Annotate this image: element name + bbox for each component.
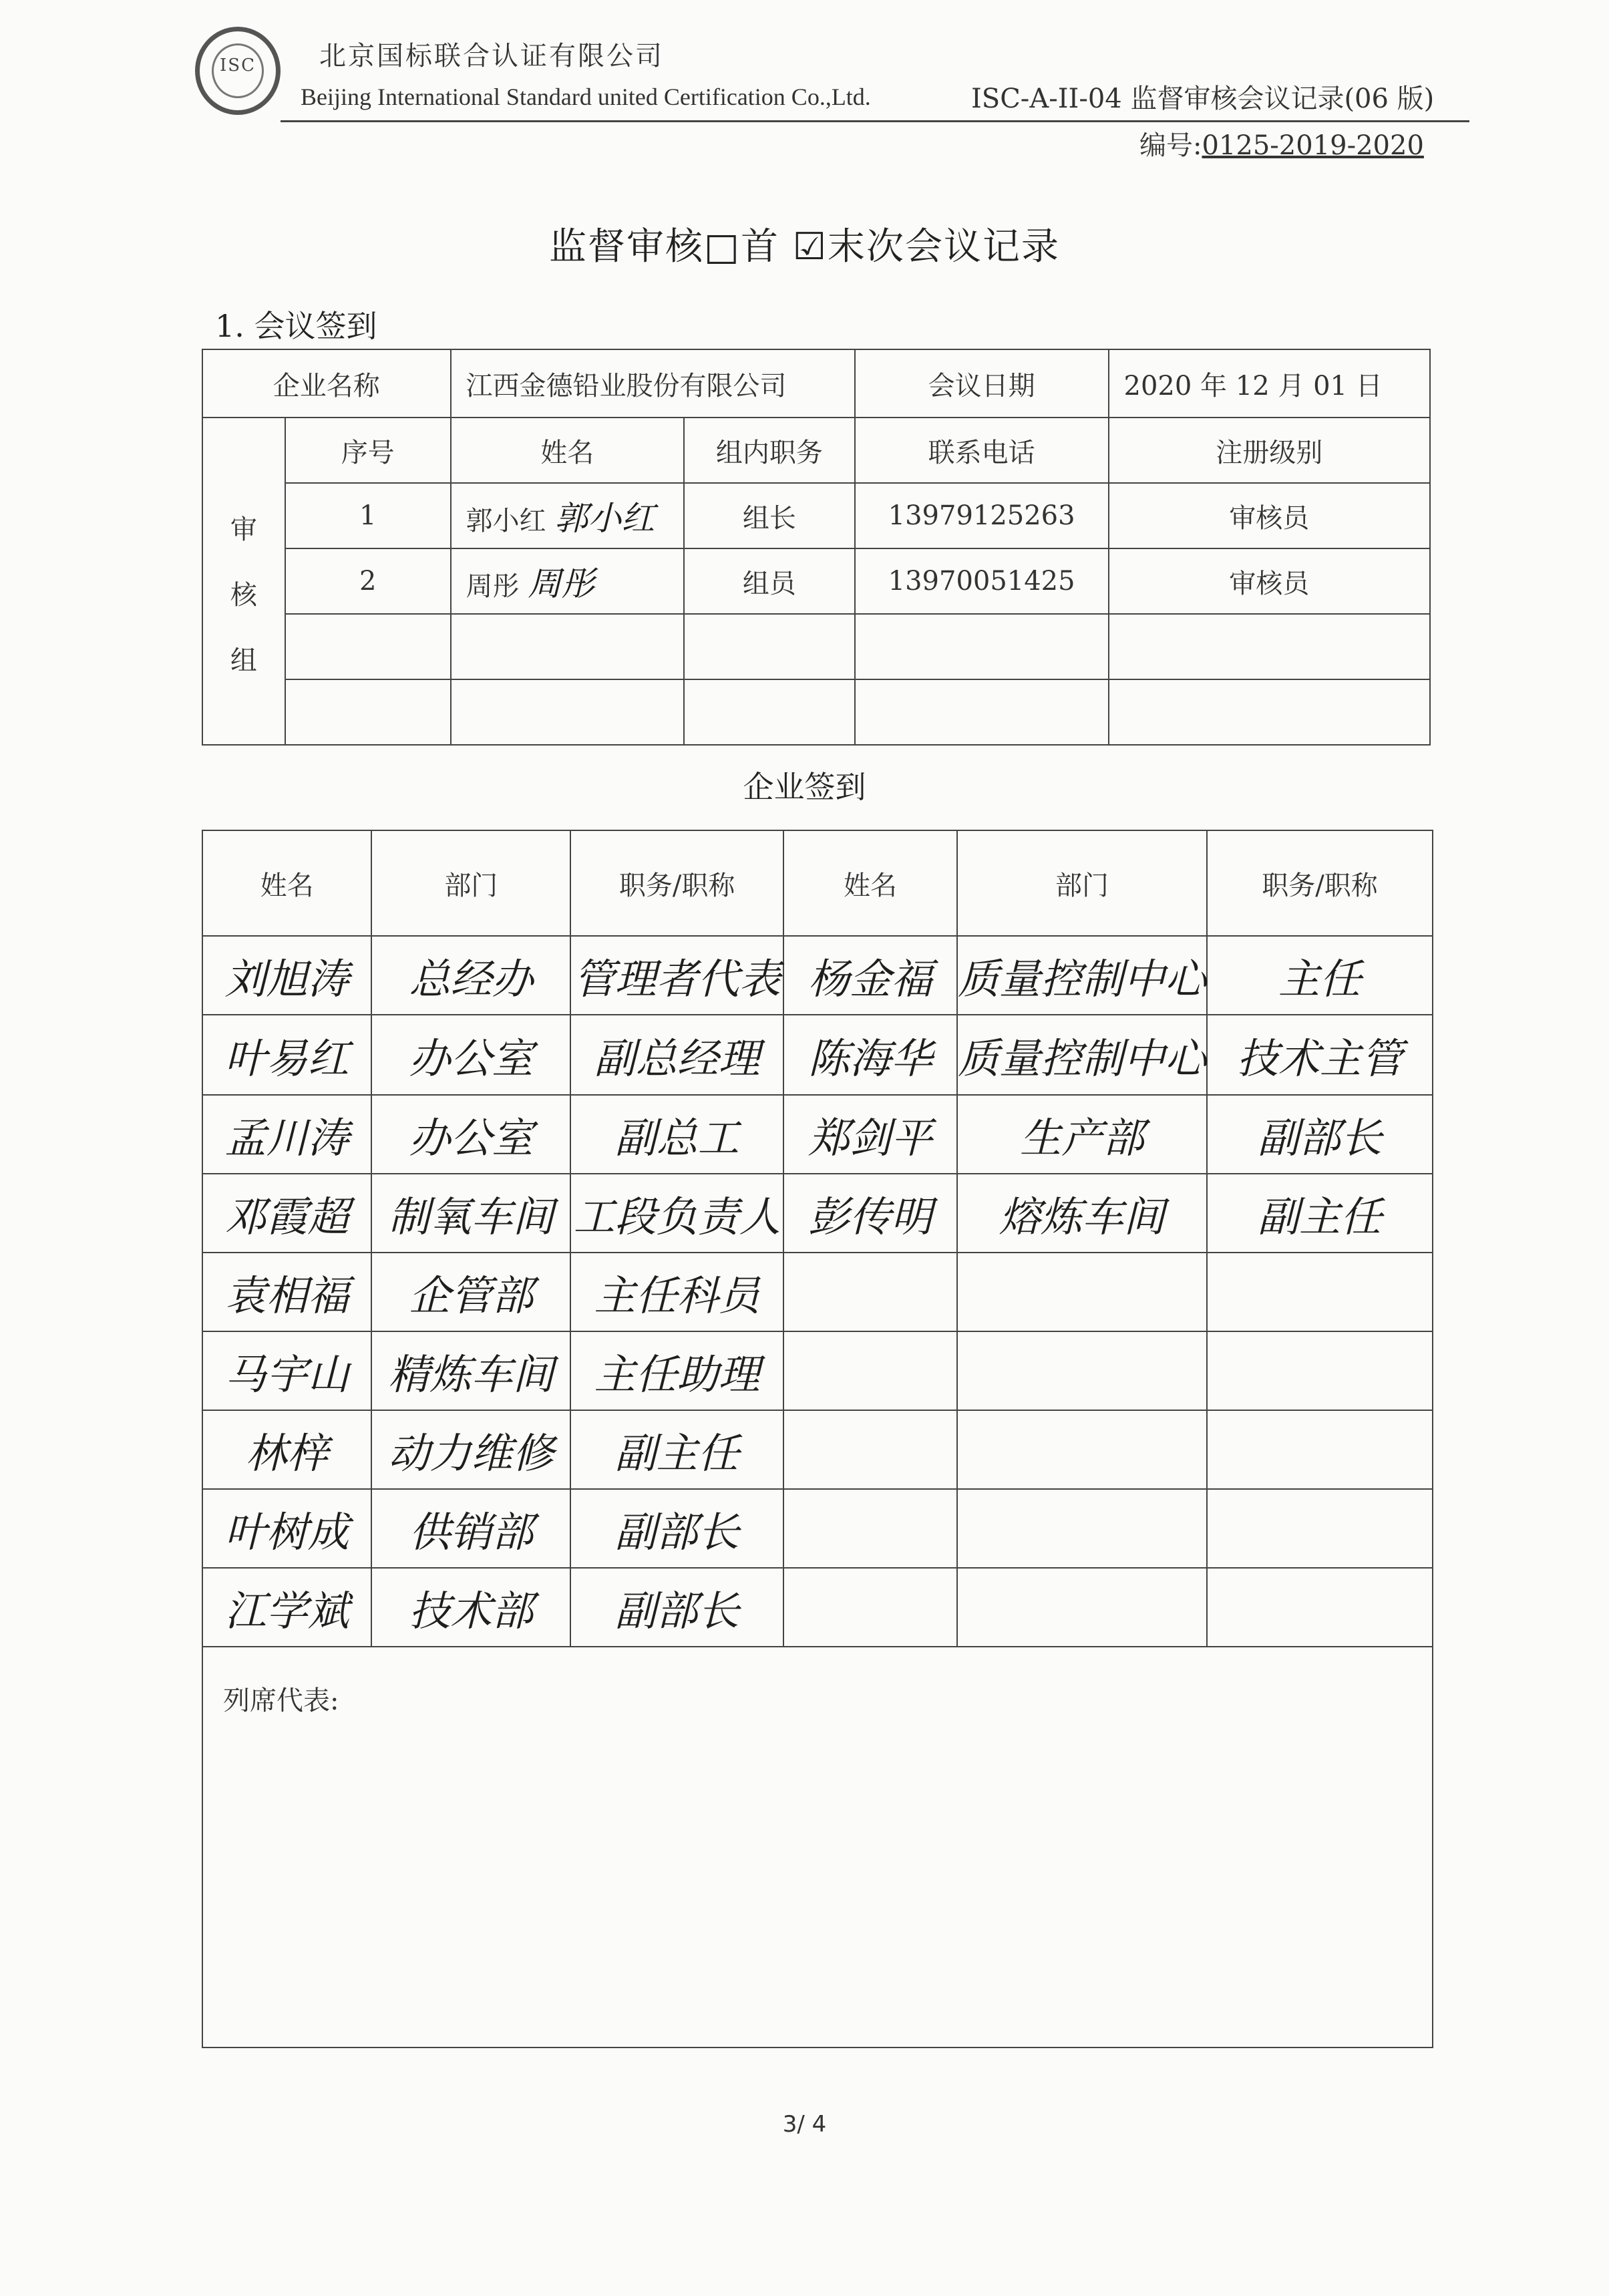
signer-title: 副部长 [1207, 1095, 1433, 1174]
col-header-role: 组内职务 [684, 418, 855, 483]
side-char: 核 [230, 580, 257, 611]
page-title: 监督审核□首 ☑末次会议记录 [549, 225, 1060, 269]
signer-name [783, 1253, 957, 1331]
signer-name: 孟川涛 [202, 1095, 371, 1174]
company-name-cn: 北京国标联合认证有限公司 [319, 41, 664, 71]
date-label: 会议日期 [855, 349, 1109, 418]
signer-name: 刘旭涛 [202, 936, 371, 1015]
info-row [202, 349, 1430, 418]
doc-no-value: 0125-2019-2020 [1202, 130, 1424, 161]
enterprise-name: 江西金德铅业股份有限公司 [451, 349, 855, 418]
signer-name [783, 1331, 957, 1410]
representatives-cell [202, 1647, 1433, 2047]
audit-header-row [202, 418, 1430, 483]
signer-dept: 动力维修 [371, 1410, 570, 1489]
signer-name [783, 1489, 957, 1568]
signer-dept [957, 1568, 1207, 1647]
signer-dept: 技术部 [371, 1568, 570, 1647]
table-row [202, 548, 1430, 614]
signer-dept: 质量控制中心 [957, 1015, 1207, 1095]
signer-title: 副总经理 [570, 1015, 783, 1095]
auditor-no: 1 [285, 483, 451, 548]
auditor-level: 审核员 [1109, 548, 1430, 614]
signer-dept: 企管部 [371, 1253, 570, 1331]
col-header-name: 姓名 [783, 830, 957, 936]
date-value: 2020 年 12 月 01 日 [1109, 349, 1430, 418]
auditor-name-cell [451, 483, 685, 548]
signer-title: 副主任 [1207, 1174, 1433, 1253]
col-header-no: 序号 [285, 418, 451, 483]
representatives-row [202, 1647, 1433, 2047]
auditor-signature: 郭小红 [554, 499, 655, 538]
table-row [202, 1174, 1433, 1253]
doc-no-label: 编号: [1139, 130, 1202, 161]
table-row [202, 936, 1433, 1015]
signer-name: 陈海华 [783, 1015, 957, 1095]
signer-name: 林梓 [202, 1410, 371, 1489]
signer-dept [957, 1331, 1207, 1410]
auditor-role: 组长 [684, 483, 855, 548]
signer-name: 江学斌 [202, 1568, 371, 1647]
auditor-phone: 13970051425 [855, 548, 1109, 614]
enterprise-signin-table [202, 830, 1433, 2048]
table-row [202, 1095, 1433, 1174]
company-name-en: Beijing International Standard united Certification Co.,Ltd. [301, 84, 871, 110]
page-number: 3/ 4 [782, 2111, 827, 2138]
signer-dept: 生产部 [957, 1095, 1207, 1174]
signer-name: 叶树成 [202, 1489, 371, 1568]
table-row [202, 1331, 1433, 1410]
form-code: ISC-A-II-04 监督审核会议记录(06 版) [971, 84, 1435, 114]
signer-title: 工段负责人 [570, 1174, 783, 1253]
signer-title: 主任科员 [570, 1253, 783, 1331]
auditor-phone: 13979125263 [855, 483, 1109, 548]
empty-row [202, 679, 1430, 745]
auditor-name: 周彤 [466, 571, 520, 602]
signer-title [1207, 1410, 1433, 1489]
signer-title: 副主任 [570, 1410, 783, 1489]
document-number [1139, 124, 1424, 162]
signer-title: 管理者代表 [570, 936, 783, 1015]
section-heading: 1. 会议签到 [215, 308, 377, 344]
signer-name: 叶易红 [202, 1015, 371, 1095]
signer-name: 邓霞超 [202, 1174, 371, 1253]
audit-group-side-label [202, 418, 285, 745]
auditor-no: 2 [285, 548, 451, 614]
signer-dept: 办公室 [371, 1095, 570, 1174]
table-row [202, 1015, 1433, 1095]
table-row [202, 483, 1430, 548]
signer-title [1207, 1568, 1433, 1647]
table-row [202, 1253, 1433, 1331]
header-divider [281, 120, 1469, 122]
col-header-dept: 部门 [371, 830, 570, 936]
side-char: 组 [230, 645, 257, 676]
signer-dept [957, 1410, 1207, 1489]
signer-dept: 精炼车间 [371, 1331, 570, 1410]
signer-dept [957, 1253, 1207, 1331]
col-header-title: 职务/职称 [1207, 830, 1433, 936]
representatives-label: 列席代表: [223, 1685, 339, 1716]
table-row [202, 1568, 1433, 1647]
auditor-name: 郭小红 [466, 506, 546, 536]
auditor-signature: 周彤 [528, 564, 595, 603]
signer-name: 袁相福 [202, 1253, 371, 1331]
signer-dept: 办公室 [371, 1015, 570, 1095]
enterprise-signin-title: 企业签到 [743, 769, 866, 805]
signer-title: 副部长 [570, 1489, 783, 1568]
col-header-title: 职务/职称 [570, 830, 783, 936]
signer-title [1207, 1253, 1433, 1331]
signer-title: 副总工 [570, 1095, 783, 1174]
signer-dept: 总经办 [371, 936, 570, 1015]
isc-logo [195, 27, 281, 115]
logo-text: ISC [220, 55, 256, 75]
signer-name: 郑剑平 [783, 1095, 957, 1174]
signer-name: 马宇山 [202, 1331, 371, 1410]
signer-dept: 供销部 [371, 1489, 570, 1568]
signer-title [1207, 1489, 1433, 1568]
auditor-role: 组员 [684, 548, 855, 614]
table-row [202, 1410, 1433, 1489]
empty-row [202, 614, 1430, 679]
col-header-level: 注册级别 [1109, 418, 1430, 483]
signer-dept [957, 1489, 1207, 1568]
col-header-phone: 联系电话 [855, 418, 1109, 483]
side-char: 审 [230, 514, 257, 545]
signer-title: 技术主管 [1207, 1015, 1433, 1095]
signer-dept: 制氧车间 [371, 1174, 570, 1253]
enterprise-label: 企业名称 [202, 349, 451, 418]
signer-title [1207, 1331, 1433, 1410]
signer-name: 彭传明 [783, 1174, 957, 1253]
signer-title: 主任 [1207, 936, 1433, 1015]
col-header-dept: 部门 [957, 830, 1207, 936]
signer-title: 副部长 [570, 1568, 783, 1647]
enterprise-header-row [202, 830, 1433, 936]
col-header-name: 姓名 [451, 418, 685, 483]
signer-name: 杨金福 [783, 936, 957, 1015]
auditor-name-cell [451, 548, 685, 614]
table-row [202, 1489, 1433, 1568]
audit-group-table [202, 349, 1431, 746]
auditor-level: 审核员 [1109, 483, 1430, 548]
signer-title: 主任助理 [570, 1331, 783, 1410]
signer-dept: 熔炼车间 [957, 1174, 1207, 1253]
signer-name [783, 1568, 957, 1647]
signer-name [783, 1410, 957, 1489]
signer-dept: 质量控制中心 [957, 936, 1207, 1015]
col-header-name: 姓名 [202, 830, 371, 936]
